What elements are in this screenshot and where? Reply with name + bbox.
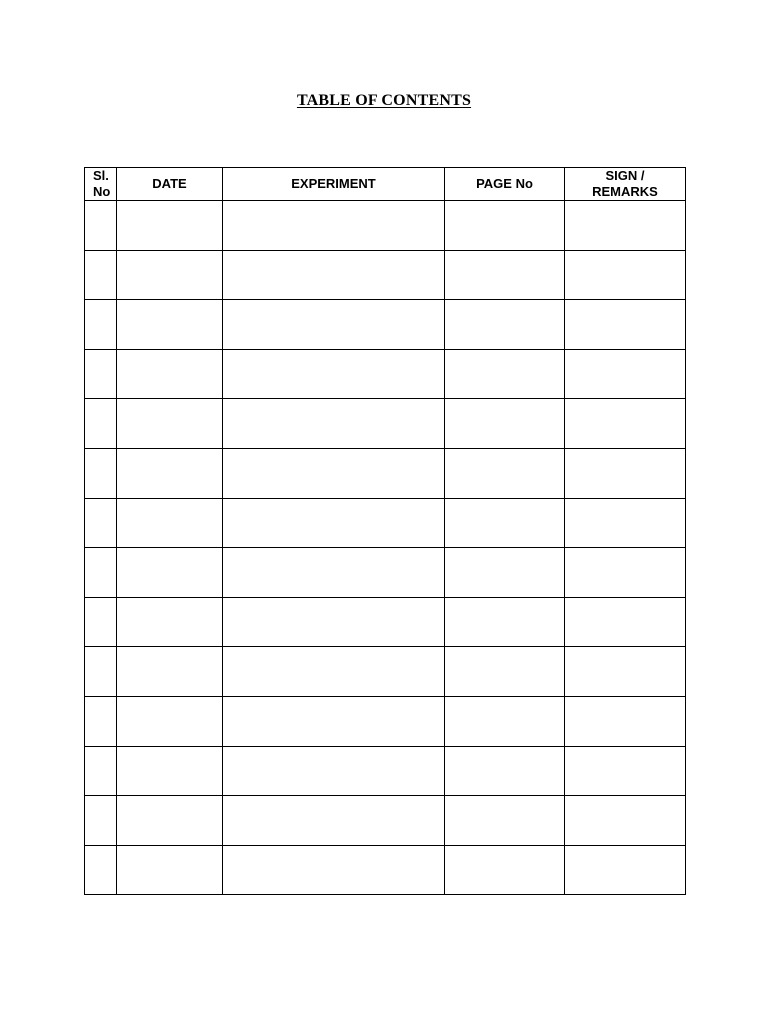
cell-sl-no bbox=[85, 696, 117, 746]
cell-date bbox=[117, 647, 223, 697]
table-row bbox=[85, 399, 686, 449]
table-row bbox=[85, 746, 686, 796]
table-row bbox=[85, 498, 686, 548]
cell-page-no bbox=[445, 300, 565, 350]
table-row bbox=[85, 548, 686, 598]
cell-sl-no bbox=[85, 796, 117, 846]
cell-page-no bbox=[445, 399, 565, 449]
cell-sign-remarks bbox=[565, 498, 686, 548]
column-header-label: Sl. No bbox=[93, 168, 111, 199]
cell-experiment bbox=[223, 696, 445, 746]
cell-sl-no bbox=[85, 201, 117, 251]
cell-sign-remarks bbox=[565, 845, 686, 895]
table-row bbox=[85, 647, 686, 697]
cell-date bbox=[117, 548, 223, 598]
cell-sl-no bbox=[85, 845, 117, 895]
cell-date bbox=[117, 696, 223, 746]
cell-date bbox=[117, 399, 223, 449]
table-row bbox=[85, 201, 686, 251]
cell-sl-no bbox=[85, 349, 117, 399]
cell-experiment bbox=[223, 746, 445, 796]
cell-experiment bbox=[223, 448, 445, 498]
cell-experiment bbox=[223, 548, 445, 598]
cell-page-no bbox=[445, 349, 565, 399]
cell-sign-remarks bbox=[565, 349, 686, 399]
page-title: TABLE OF CONTENTS bbox=[296, 92, 472, 109]
cell-experiment bbox=[223, 349, 445, 399]
column-header-sl-no bbox=[85, 168, 117, 201]
table-row bbox=[85, 845, 686, 895]
table-row bbox=[85, 448, 686, 498]
column-header-label: SIGN / REMARKS bbox=[592, 168, 658, 199]
cell-sign-remarks bbox=[565, 696, 686, 746]
cell-experiment bbox=[223, 597, 445, 647]
cell-sl-no bbox=[85, 548, 117, 598]
cell-page-no bbox=[445, 647, 565, 697]
cell-page-no bbox=[445, 548, 565, 598]
table-body bbox=[85, 201, 686, 895]
cell-sl-no bbox=[85, 300, 117, 350]
cell-sign-remarks bbox=[565, 746, 686, 796]
cell-page-no bbox=[445, 796, 565, 846]
cell-sl-no bbox=[85, 399, 117, 449]
cell-page-no bbox=[445, 845, 565, 895]
column-header-label: DATE bbox=[152, 176, 187, 191]
cell-sl-no bbox=[85, 746, 117, 796]
cell-sign-remarks bbox=[565, 647, 686, 697]
cell-date bbox=[117, 349, 223, 399]
column-header-sign-remarks bbox=[565, 168, 686, 201]
cell-date bbox=[117, 300, 223, 350]
cell-sl-no bbox=[85, 597, 117, 647]
column-header-experiment bbox=[223, 168, 445, 201]
cell-page-no bbox=[445, 597, 565, 647]
cell-sl-no bbox=[85, 250, 117, 300]
cell-experiment bbox=[223, 250, 445, 300]
cell-date bbox=[117, 845, 223, 895]
header-row bbox=[85, 168, 686, 201]
cell-experiment bbox=[223, 796, 445, 846]
cell-page-no bbox=[445, 498, 565, 548]
column-header-page-no bbox=[445, 168, 565, 201]
table-of-contents bbox=[84, 167, 686, 895]
table-row bbox=[85, 250, 686, 300]
cell-sl-no bbox=[85, 498, 117, 548]
cell-date bbox=[117, 448, 223, 498]
cell-page-no bbox=[445, 696, 565, 746]
cell-page-no bbox=[445, 250, 565, 300]
cell-page-no bbox=[445, 201, 565, 251]
cell-page-no bbox=[445, 448, 565, 498]
cell-sign-remarks bbox=[565, 250, 686, 300]
cell-experiment bbox=[223, 845, 445, 895]
cell-date bbox=[117, 498, 223, 548]
cell-date bbox=[117, 250, 223, 300]
cell-date bbox=[117, 597, 223, 647]
cell-date bbox=[117, 746, 223, 796]
cell-experiment bbox=[223, 201, 445, 251]
cell-experiment bbox=[223, 647, 445, 697]
cell-experiment bbox=[223, 498, 445, 548]
cell-sign-remarks bbox=[565, 201, 686, 251]
cell-date bbox=[117, 796, 223, 846]
column-header-date bbox=[117, 168, 223, 201]
column-header-label: PAGE No bbox=[476, 176, 533, 191]
table-row bbox=[85, 796, 686, 846]
table-row bbox=[85, 349, 686, 399]
cell-sign-remarks bbox=[565, 399, 686, 449]
cell-sign-remarks bbox=[565, 300, 686, 350]
cell-experiment bbox=[223, 399, 445, 449]
cell-sign-remarks bbox=[565, 448, 686, 498]
cell-page-no bbox=[445, 746, 565, 796]
cell-date bbox=[117, 201, 223, 251]
cell-sign-remarks bbox=[565, 796, 686, 846]
table-row bbox=[85, 300, 686, 350]
cell-sl-no bbox=[85, 647, 117, 697]
cell-sign-remarks bbox=[565, 548, 686, 598]
cell-experiment bbox=[223, 300, 445, 350]
table-row bbox=[85, 696, 686, 746]
cell-sl-no bbox=[85, 448, 117, 498]
cell-sign-remarks bbox=[565, 597, 686, 647]
table-row bbox=[85, 597, 686, 647]
column-header-label: EXPERIMENT bbox=[291, 176, 376, 191]
